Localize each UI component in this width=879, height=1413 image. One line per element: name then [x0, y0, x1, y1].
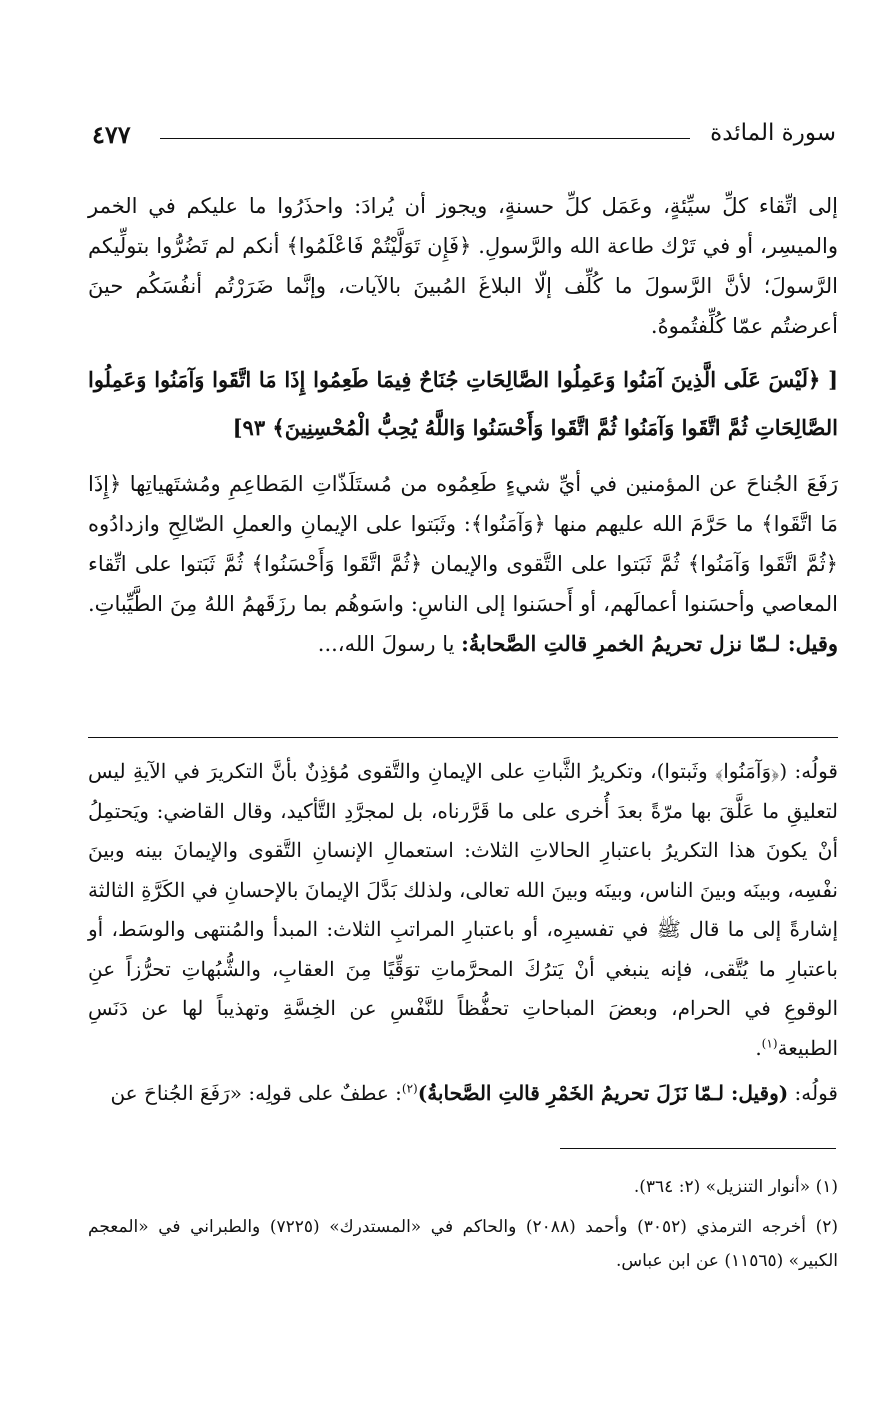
footnotes: [88, 1170, 838, 1284]
commentary: [88, 752, 838, 1114]
commentary-note-2: [88, 1074, 838, 1114]
commentary-bold-quote: (وقيل: لـمّا نَزَلَ تحريمُ الخَمْرِ قالتِ الصَّحابةُ): [417, 1081, 789, 1105]
page-header: [92, 120, 836, 154]
footnote-ref-1[interactable]: (١): [761, 1035, 778, 1050]
page-number: ٤٧٧: [92, 120, 131, 149]
footnote-ref-2[interactable]: (٢): [401, 1081, 418, 1096]
surah-title: سورة المائدة: [710, 120, 836, 146]
header-rule: [160, 138, 690, 139]
commentary-lead: قولُه:: [794, 1081, 838, 1105]
tafsir-paragraph-2: [88, 464, 838, 664]
paragraph-bold-quote: وقيل: لـمّا نزل تحريمُ الخمرِ قالتِ الصَّحابةُ:: [461, 631, 838, 656]
commentary-tail: : عطفٌ على قولِه: «رَفَعَ الجُناحَ عن: [110, 1081, 402, 1105]
commentary-end: .: [755, 1035, 762, 1060]
paragraph-text: رَفَعَ الجُناحَ عن المؤمنين في أيِّ شيءٍ طَعِمُوه من مُستَلَذّاتِ المَطاعِمِ ومُشتَهياتِها ﴿إِذَا مَا اتَّقَوا﴾ ما حَرَّمَ الله عليهم منها ﴿وَآمَنُوا﴾: وثَبَتوا على الإيمانِ والعملِ الصّالِحِ وازدادُوه ﴿ثُمَّ اتَّقَوا وَآمَنُوا﴾ ثُمَّ ثَبَتوا على التَّقوى والإيمان ﴿ثُمَّ اتَّقَوا وَأَحْسَنُوا﴾ ثُمَّ ثَبَتوا على اتِّقاء المعاصي وأحسَنوا أعمالَهم، أو أَحسَنوا إلى الناسِ: واسَوهُم بما رزَقَهمُ اللهُ مِنَ الطَّيِّباتِ.: [88, 472, 838, 616]
footnote-1: (١) «أنوار التنزيل» (٢: ٣٦٤).: [633, 1177, 838, 1197]
main-text: [88, 186, 838, 664]
section-divider: [88, 737, 838, 738]
quran-verse: [ ﴿لَيْسَ عَلَى الَّذِينَ آمَنُوا وَعَمِلُوا الصَّالِحَاتِ جُنَاحٌ فِيمَا طَعِمُوا إِذَا مَا اتَّقَوا وَآمَنُوا وَعَمِلُوا الصَّالِحَاتِ ثُمَّ اتَّقَوا وَآمَنُوا ثُمَّ اتَّقَوا وَأَحْسَنُوا وَاللَّهُ يُحِبُّ الْمُحْسِنِينَ﴾ ٩٣]: [88, 367, 838, 440]
tafsir-paragraph: إلى اتِّقاء كلِّ سيِّئةٍ، وعَمَل كلِّ حسنةٍ، ويجوز أن يُرادَ: واحذَرُوا ما عليكم في الخمر والميسِر، أو في تَرْك طاعة الله والرَّسولِ. ﴿فَإِن تَوَلَّيْتُمْ فَاعْلَمُوا﴾ أنكم لم تَضُرُّوا بتولِّيكم الرَّسولَ؛ لأنَّ الرَّسولَ ما كُلِّف إلّا البلاغَ المُبينَ بالآيات، وإنَّما ضَرَرْتُم أنفُسَكُم حينَ أعرضتُم عمّا كُلِّفتُموهُ.: [88, 194, 838, 338]
footnote-rule: [560, 1148, 836, 1149]
commentary-note-1: [88, 752, 838, 1068]
footnote-2: (٢) أخرجه الترمذي (٣٠٥٢) وأحمد (٢٠٨٨) والحاكم في «المستدرك» (٧٢٢٥) والطبراني في «المعجم الكبير» (١١٥٦٥) عن ابن عباس.: [88, 1217, 839, 1271]
paragraph-tail: يا رسولَ الله،...: [317, 632, 455, 656]
commentary-text: قولُه: (﴿وَآمَنُوا﴾ وثَبتوا)، وتكريرُ الثَّباتِ على الإيمانِ والتَّقوى مُؤذِنٌ بأنَّ التكريرَ في الآيةِ ليس لتعليقِ ما عَلَّقَ بها مرّةً بعدَ أُخرى على ما قَرَّرناه، بل لمجرَّدِ التَّأكيد، وقال القاضي: ويَحتمِلُ أنْ يكونَ هذا التكريرُ باعتبارِ الحالاتِ الثلاث: استعمالِ الإنسانِ التَّقوى والإيمانَ بينه وبينَ نفْسِه، وبينَه وبينَ الناس، وبينَه وبينَ الله تعالى، ولذلك بَدَّلَ الإيمانَ بالإحسانِ في الكَرَّةِ الثالثة إشارةً إلى ما قال ﷺ في تفسيرِه، أو باعتبارِ المراتبِ الثلاث: المبدأ والمُنتهى والوسَط، أو باعتبارِ ما يُتَّقى، فإنه ينبغي أنْ يَترُكَ المحرَّماتِ توَقِّيًا مِنَ العقابِ، والشُّبُهاتِ تحرُّزاً عنِ الوقوعِ في الحرام، وبعضَ المباحاتِ تحفُّظاً للنَّفْسِ عن الخِسَّةِ وتهذيباً لها عن دَنَسِ الطبيعة: [88, 759, 838, 1060]
